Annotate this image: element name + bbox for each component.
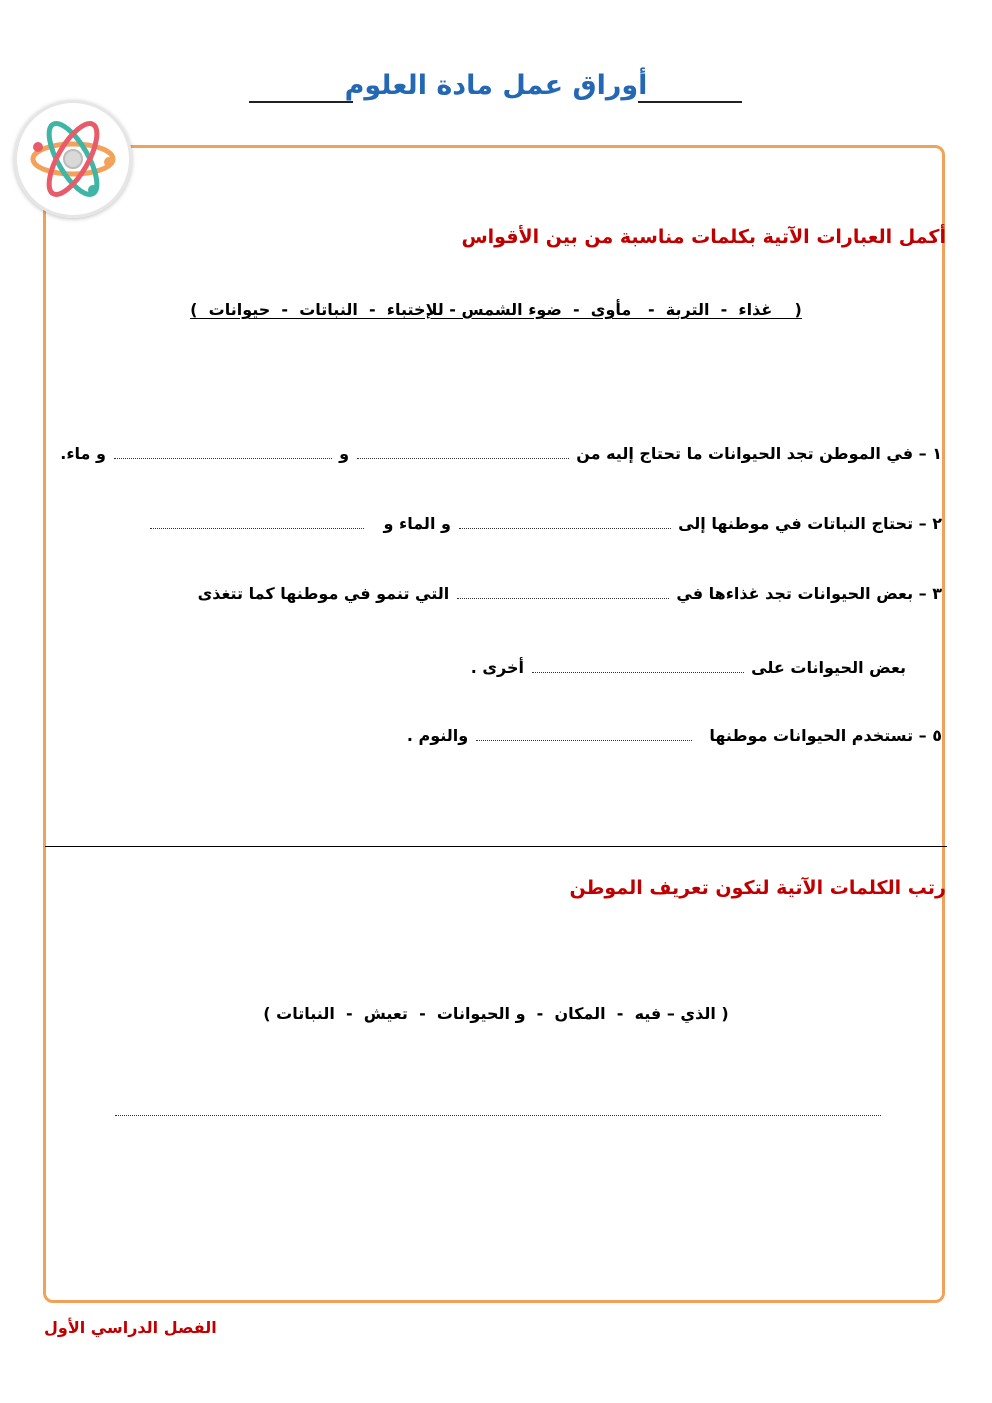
question-1 (60, 444, 942, 463)
blank-1a[interactable] (357, 457, 569, 459)
term-label: الفصل الدراسي الأول (44, 1318, 217, 1337)
blank-4[interactable] (532, 671, 744, 673)
question-2-text: ٢ – تحتاج النباتات في موطنها إلى (678, 514, 942, 533)
atom-logo (14, 100, 132, 218)
blank-2a[interactable] (459, 527, 671, 529)
section-divider (45, 846, 947, 847)
arrange-words: ( الذي – فيه - المكان - و الحيوانات - تعيش - النباتات ) (263, 1004, 729, 1023)
blank-2b[interactable] (150, 527, 364, 529)
page-title: أوراق عمل مادة العلوم (344, 70, 648, 101)
question-2-mid: و الماء و (383, 514, 451, 533)
section1-heading: أكمل العبارات الآتية بكلمات مناسبة من بين الأقواس (461, 226, 946, 248)
question-3-end: التي تنمو في موطنها كما تتغذى (197, 584, 450, 603)
section2-heading: رتب الكلمات الآتية لتكون تعريف الموطن (569, 877, 946, 899)
answer-line[interactable] (115, 1115, 881, 1116)
question-4-end: أخرى . (470, 658, 525, 677)
blank-3[interactable] (457, 597, 669, 599)
title-line-right (638, 101, 742, 103)
word-bank (0, 300, 992, 319)
blank-1b[interactable] (114, 457, 332, 459)
question-1-text: ١ – في الموطن تجد الحيوانات ما تحتاج إليه من (576, 444, 942, 463)
title-line-left (249, 101, 353, 103)
question-1-end: و ماء. (60, 444, 106, 463)
word-bank-text: ( غذاء - التربة - مأوى - ضوء الشمس - للإختباء - النباتات - حيوانات ) (190, 300, 802, 319)
atom-icon (14, 100, 132, 218)
blank-5[interactable] (476, 739, 692, 741)
question-3 (198, 584, 942, 603)
question-5-end: والنوم . (406, 726, 469, 745)
question-3-text: ٣ – بعض الحيوانات تجد غذاءها في (676, 584, 942, 603)
question-2 (148, 514, 942, 533)
question-5-text: ٥ – تستخدم الحيوانات موطنها (709, 726, 942, 745)
question-1-and: و (339, 444, 350, 463)
question-4-text: بعض الحيوانات على (751, 658, 906, 677)
question-5 (407, 726, 942, 745)
question-4 (471, 658, 906, 677)
